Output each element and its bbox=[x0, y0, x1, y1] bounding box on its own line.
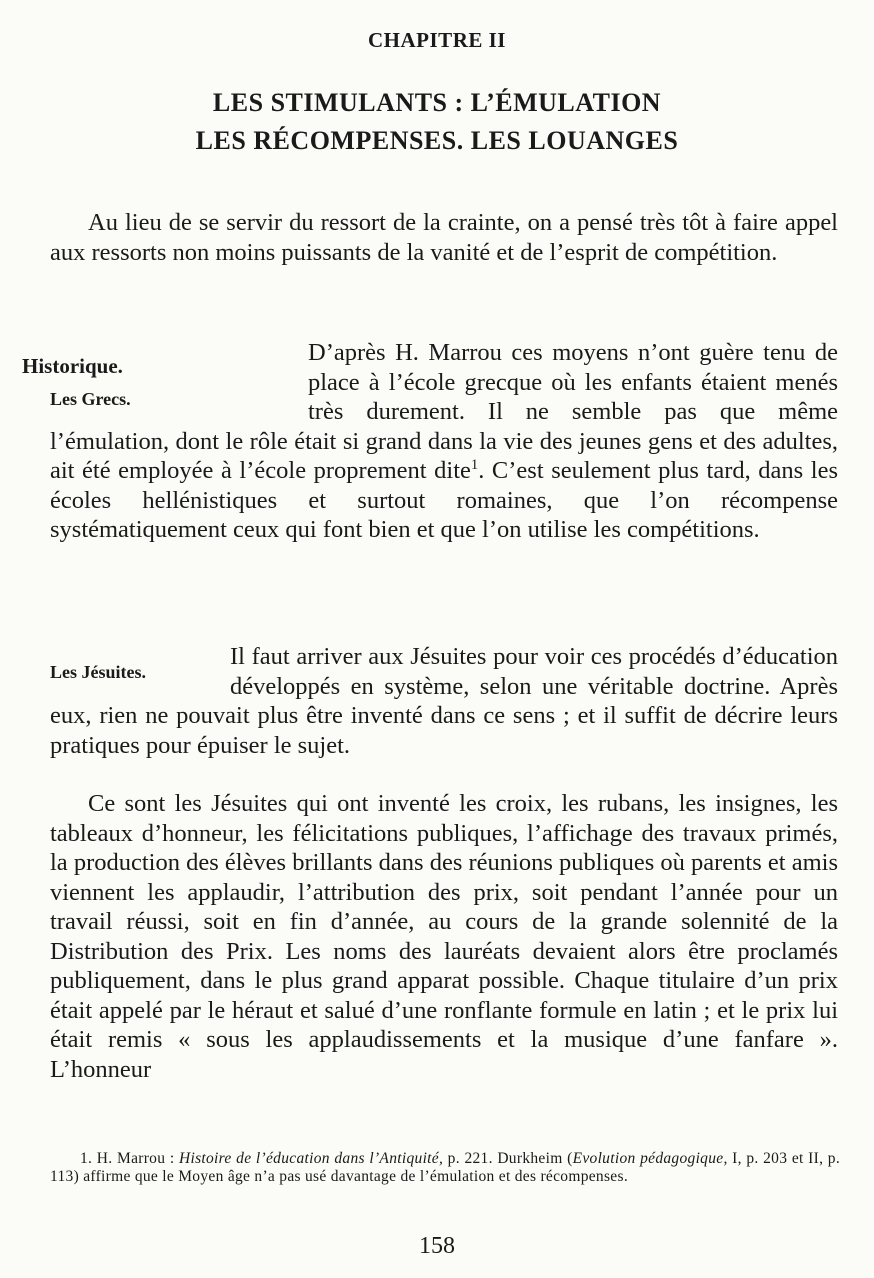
footnote-reference: 1 bbox=[470, 456, 479, 473]
footnote-text-2: I, p. 203 et II, p. 113) affirme que le Moyen âge n’a pas usé davantage de l’émulation et des récompenses. bbox=[50, 1150, 841, 1185]
jesuites-paragraph bbox=[50, 642, 838, 760]
margin-heading-jesuites: Les Jésuites. bbox=[50, 662, 146, 682]
margin-heading-grecs: Les Grecs. bbox=[50, 389, 131, 409]
footnote-number: 1. bbox=[80, 1150, 97, 1167]
intro-paragraph bbox=[50, 208, 838, 267]
jesuites-paragraph-2 bbox=[50, 789, 838, 1084]
chapter-label: CHAPITRE II bbox=[368, 28, 506, 52]
footnote-book-title-2: Evolution pédagogique, bbox=[572, 1150, 728, 1167]
historique-text: D’après H. Marrou ces moyens n’ont guère tenu de place à l’école grecque où les enfants étaient menés très durement. Il ne semble pas que même l’émulation, dont le rôle était si grand dans la vie des jeunes gens et des adultes, ait été employée à l’école proprement dite bbox=[50, 339, 838, 484]
historique-paragraph bbox=[50, 338, 838, 545]
footnote-book-title: Histoire de l’éducation dans l’Antiquité, bbox=[178, 1150, 444, 1167]
jesuites-text-1: Il faut arriver aux Jésuites pour voir ces procédés d’éducation développés en système, selon une véritable doctrine. Après eux, rien ne pouvait plus être inventé dans ce sens ; et il suffit de décrire leurs pratiques pour épuiser le sujet. bbox=[50, 643, 838, 759]
page-number: 158 bbox=[419, 1233, 455, 1259]
jesuites-text-2: Ce sont les Jésuites qui ont inventé les croix, les rubans, les insignes, les tableaux d’honneur, les félicitations publiques, l’affichage des travaux primés, la production des élèves brillants dans des réunions publiques où parents et amis viennent les applaudir, l’attribution des prix, soit pendant l’année pour un travail réussi, soit en fin d’année, au cours de la grande solennité de la Distribution des Prix. Les noms des lauréats devaient alors être proclamés publiquement, dans le plus grand apparat possible. Chaque titulaire d’un prix était appelé par le héraut et salué d’une ronflante formule en latin ; et le prix lui était remis « sous les applaudissements et la musique d’une fanfare ». L’honneur bbox=[50, 790, 838, 1083]
footnote bbox=[50, 1150, 840, 1185]
historique-text-continued: . C’est seulement plus tard, dans les écoles hellénistiques et surtout romaines, que l’on récompense systématiquement ceux qui font bien et que l’on utilise les compétitions. bbox=[50, 457, 838, 543]
margin-heading-space bbox=[50, 338, 308, 426]
chapter-title-line-1: LES STIMULANTS : L’ÉMULATION bbox=[212, 88, 662, 117]
intro-text: Au lieu de se servir du ressort de la crainte, on a pensé très tôt à faire appel aux ressorts non moins puissants de la vanité et de l’esprit de compétition. bbox=[50, 209, 838, 266]
margin-heading-space bbox=[50, 642, 230, 700]
footnote-author: H. Marrou : bbox=[96, 1150, 179, 1167]
footnote-text-1: p. 221. Durkheim ( bbox=[443, 1150, 573, 1167]
chapter-title-line-2: LES RÉCOMPENSES. LES LOUANGES bbox=[195, 126, 679, 155]
chapter-title bbox=[0, 84, 874, 160]
margin-heading-historique: Historique. bbox=[22, 354, 123, 378]
